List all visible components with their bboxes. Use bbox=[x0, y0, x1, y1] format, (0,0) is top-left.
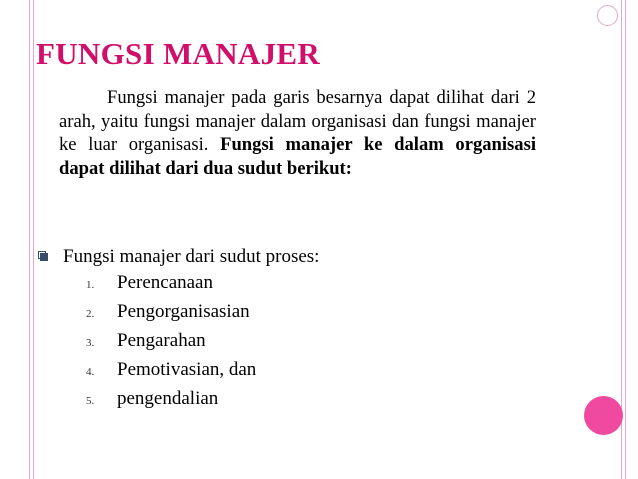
numbered-list bbox=[86, 272, 256, 417]
list-item-text: Perencanaan bbox=[117, 272, 213, 293]
list-item bbox=[86, 359, 256, 388]
bullet-item bbox=[38, 246, 319, 268]
paragraph-text: Fungsi manajer pada garis besarnya dapat dilihat dari 2 arah, yaitu fungsi manajer dalam organisasi dan fungsi manajer ke luar organisasi. bbox=[59, 87, 536, 156]
square-bullet-icon bbox=[38, 251, 48, 261]
list-item-text: Pengorganisasian bbox=[117, 301, 250, 322]
decorative-circle-pink bbox=[584, 396, 623, 435]
list-item bbox=[86, 301, 256, 330]
slide-title: FUNGSI MANAJER bbox=[36, 36, 321, 71]
list-item bbox=[86, 330, 256, 359]
list-item bbox=[86, 272, 256, 301]
list-number: 4. bbox=[86, 366, 95, 378]
left-border-line bbox=[29, 0, 30, 479]
paragraph-bold-text: Fungsi manajer ke dalam organisasi dapat dilihat dari dua sudut berikut: bbox=[59, 134, 536, 179]
list-number: 2. bbox=[86, 308, 95, 320]
list-item-text: Pemotivasian, dan bbox=[117, 359, 257, 380]
right-border-line-inner bbox=[625, 0, 626, 479]
list-item bbox=[86, 388, 256, 417]
bullet-text: Fungsi manajer dari sudut proses: bbox=[63, 246, 320, 267]
list-number: 5. bbox=[86, 395, 95, 407]
left-border-line-inner bbox=[33, 0, 34, 479]
list-item-text: Pengarahan bbox=[117, 330, 206, 351]
intro-paragraph bbox=[59, 86, 536, 180]
decorative-circle-top bbox=[597, 5, 618, 26]
list-number: 3. bbox=[86, 337, 95, 349]
list-item-text: pengendalian bbox=[117, 388, 219, 409]
list-number: 1. bbox=[86, 279, 95, 291]
